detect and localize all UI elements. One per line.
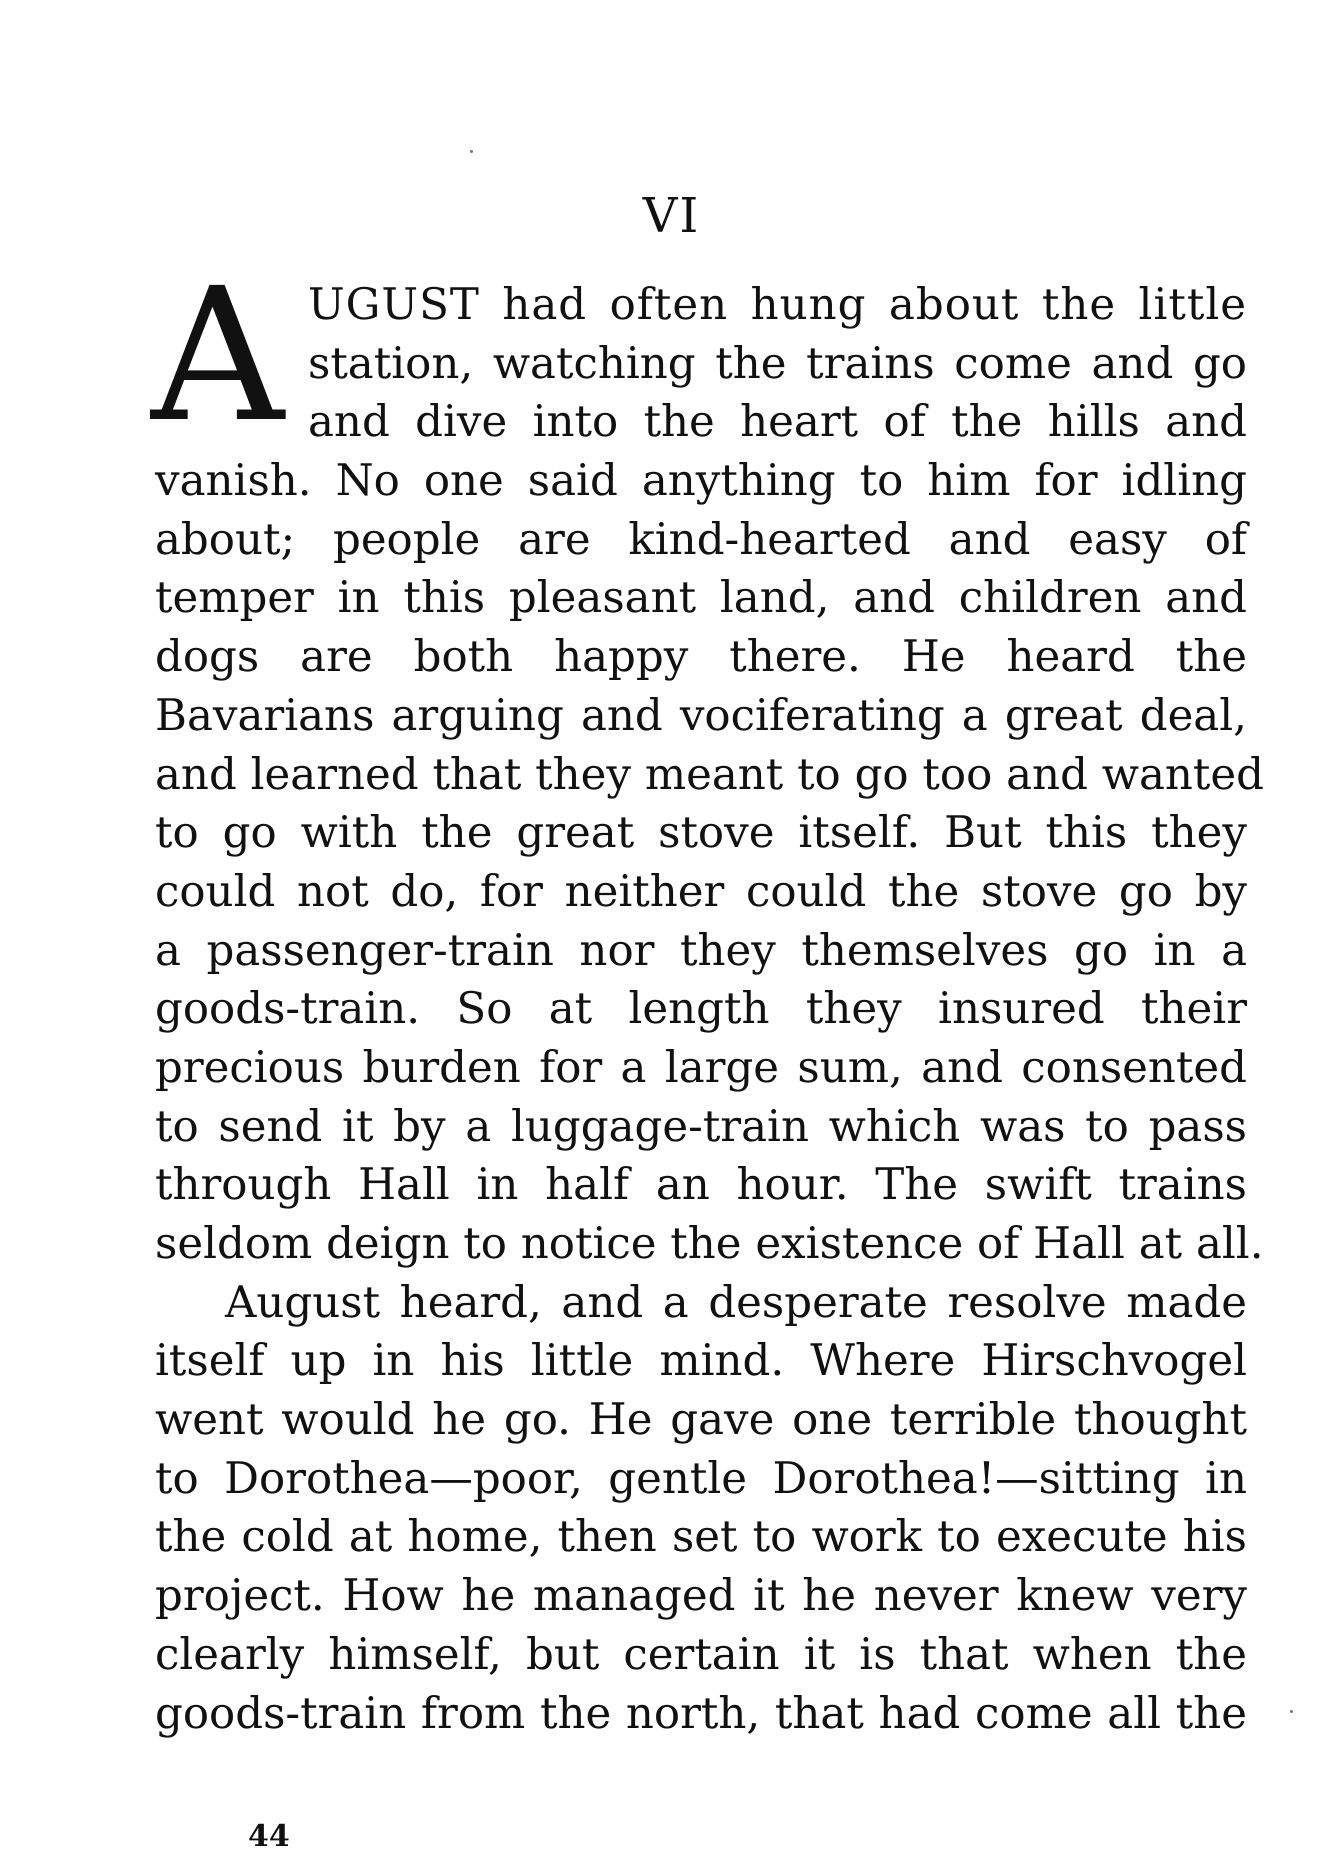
text-line: project. How he managed it he never knew very xyxy=(155,1571,1247,1622)
text-line: itself up in his little mind. Where Hirschvogel xyxy=(155,1336,1247,1387)
text-line: August heard, and a desperate resolve made xyxy=(225,1277,1247,1328)
text-line: Bavarians arguing and vociferating a great deal, xyxy=(155,690,1247,741)
print-speck xyxy=(1290,1710,1293,1713)
body-text xyxy=(151,249,1264,1743)
text-line: went would he go. He gave one terrible thought xyxy=(155,1395,1247,1446)
first-line-text: UGUST had often hung about the little xyxy=(308,280,1247,330)
text-line: could not do, for neither could the stove go by xyxy=(155,866,1247,917)
text-line: vanish. No one said anything to him for idling xyxy=(155,456,1247,507)
text-line: through Hall in half an hour. The swift trains xyxy=(155,1160,1247,1211)
page-number: 44 xyxy=(248,1819,290,1854)
text-line: about; people are kind-hearted and easy of xyxy=(155,514,1247,565)
text-line: to go with the great stove itself. But this they xyxy=(155,808,1247,859)
drop-cap: A xyxy=(151,249,284,463)
text-line: seldom deign to notice the existence of Hall at all. xyxy=(155,1219,1264,1269)
text-line: goods-train. So at length they insured their xyxy=(155,984,1247,1035)
text-line: station, watching the trains come and go xyxy=(308,338,1247,389)
text-line: a passenger-train nor they themselves go in a xyxy=(155,925,1247,976)
text-line: to Dorothea—poor, gentle Dorothea!—sitting in xyxy=(155,1453,1247,1504)
print-speck xyxy=(470,150,473,153)
text-line: precious burden for a large sum, and consented xyxy=(155,1042,1247,1093)
text-line: and dive into the heart of the hills and xyxy=(308,397,1247,448)
text-line: the cold at home, then set to work to execute his xyxy=(155,1512,1247,1563)
text-line: temper in this pleasant land, and children and xyxy=(155,573,1247,624)
chapter-heading: VI xyxy=(642,188,701,244)
text-line: goods-train from the north, that had come all the xyxy=(155,1688,1247,1739)
text-line: to send it by a luggage-train which was to pass xyxy=(155,1101,1247,1152)
text-line: dogs are both happy there. He heard the xyxy=(155,632,1247,683)
text-line: clearly himself, but certain it is that when the xyxy=(155,1629,1247,1680)
text-line: and learned that they meant to go too and wanted xyxy=(155,749,1264,800)
